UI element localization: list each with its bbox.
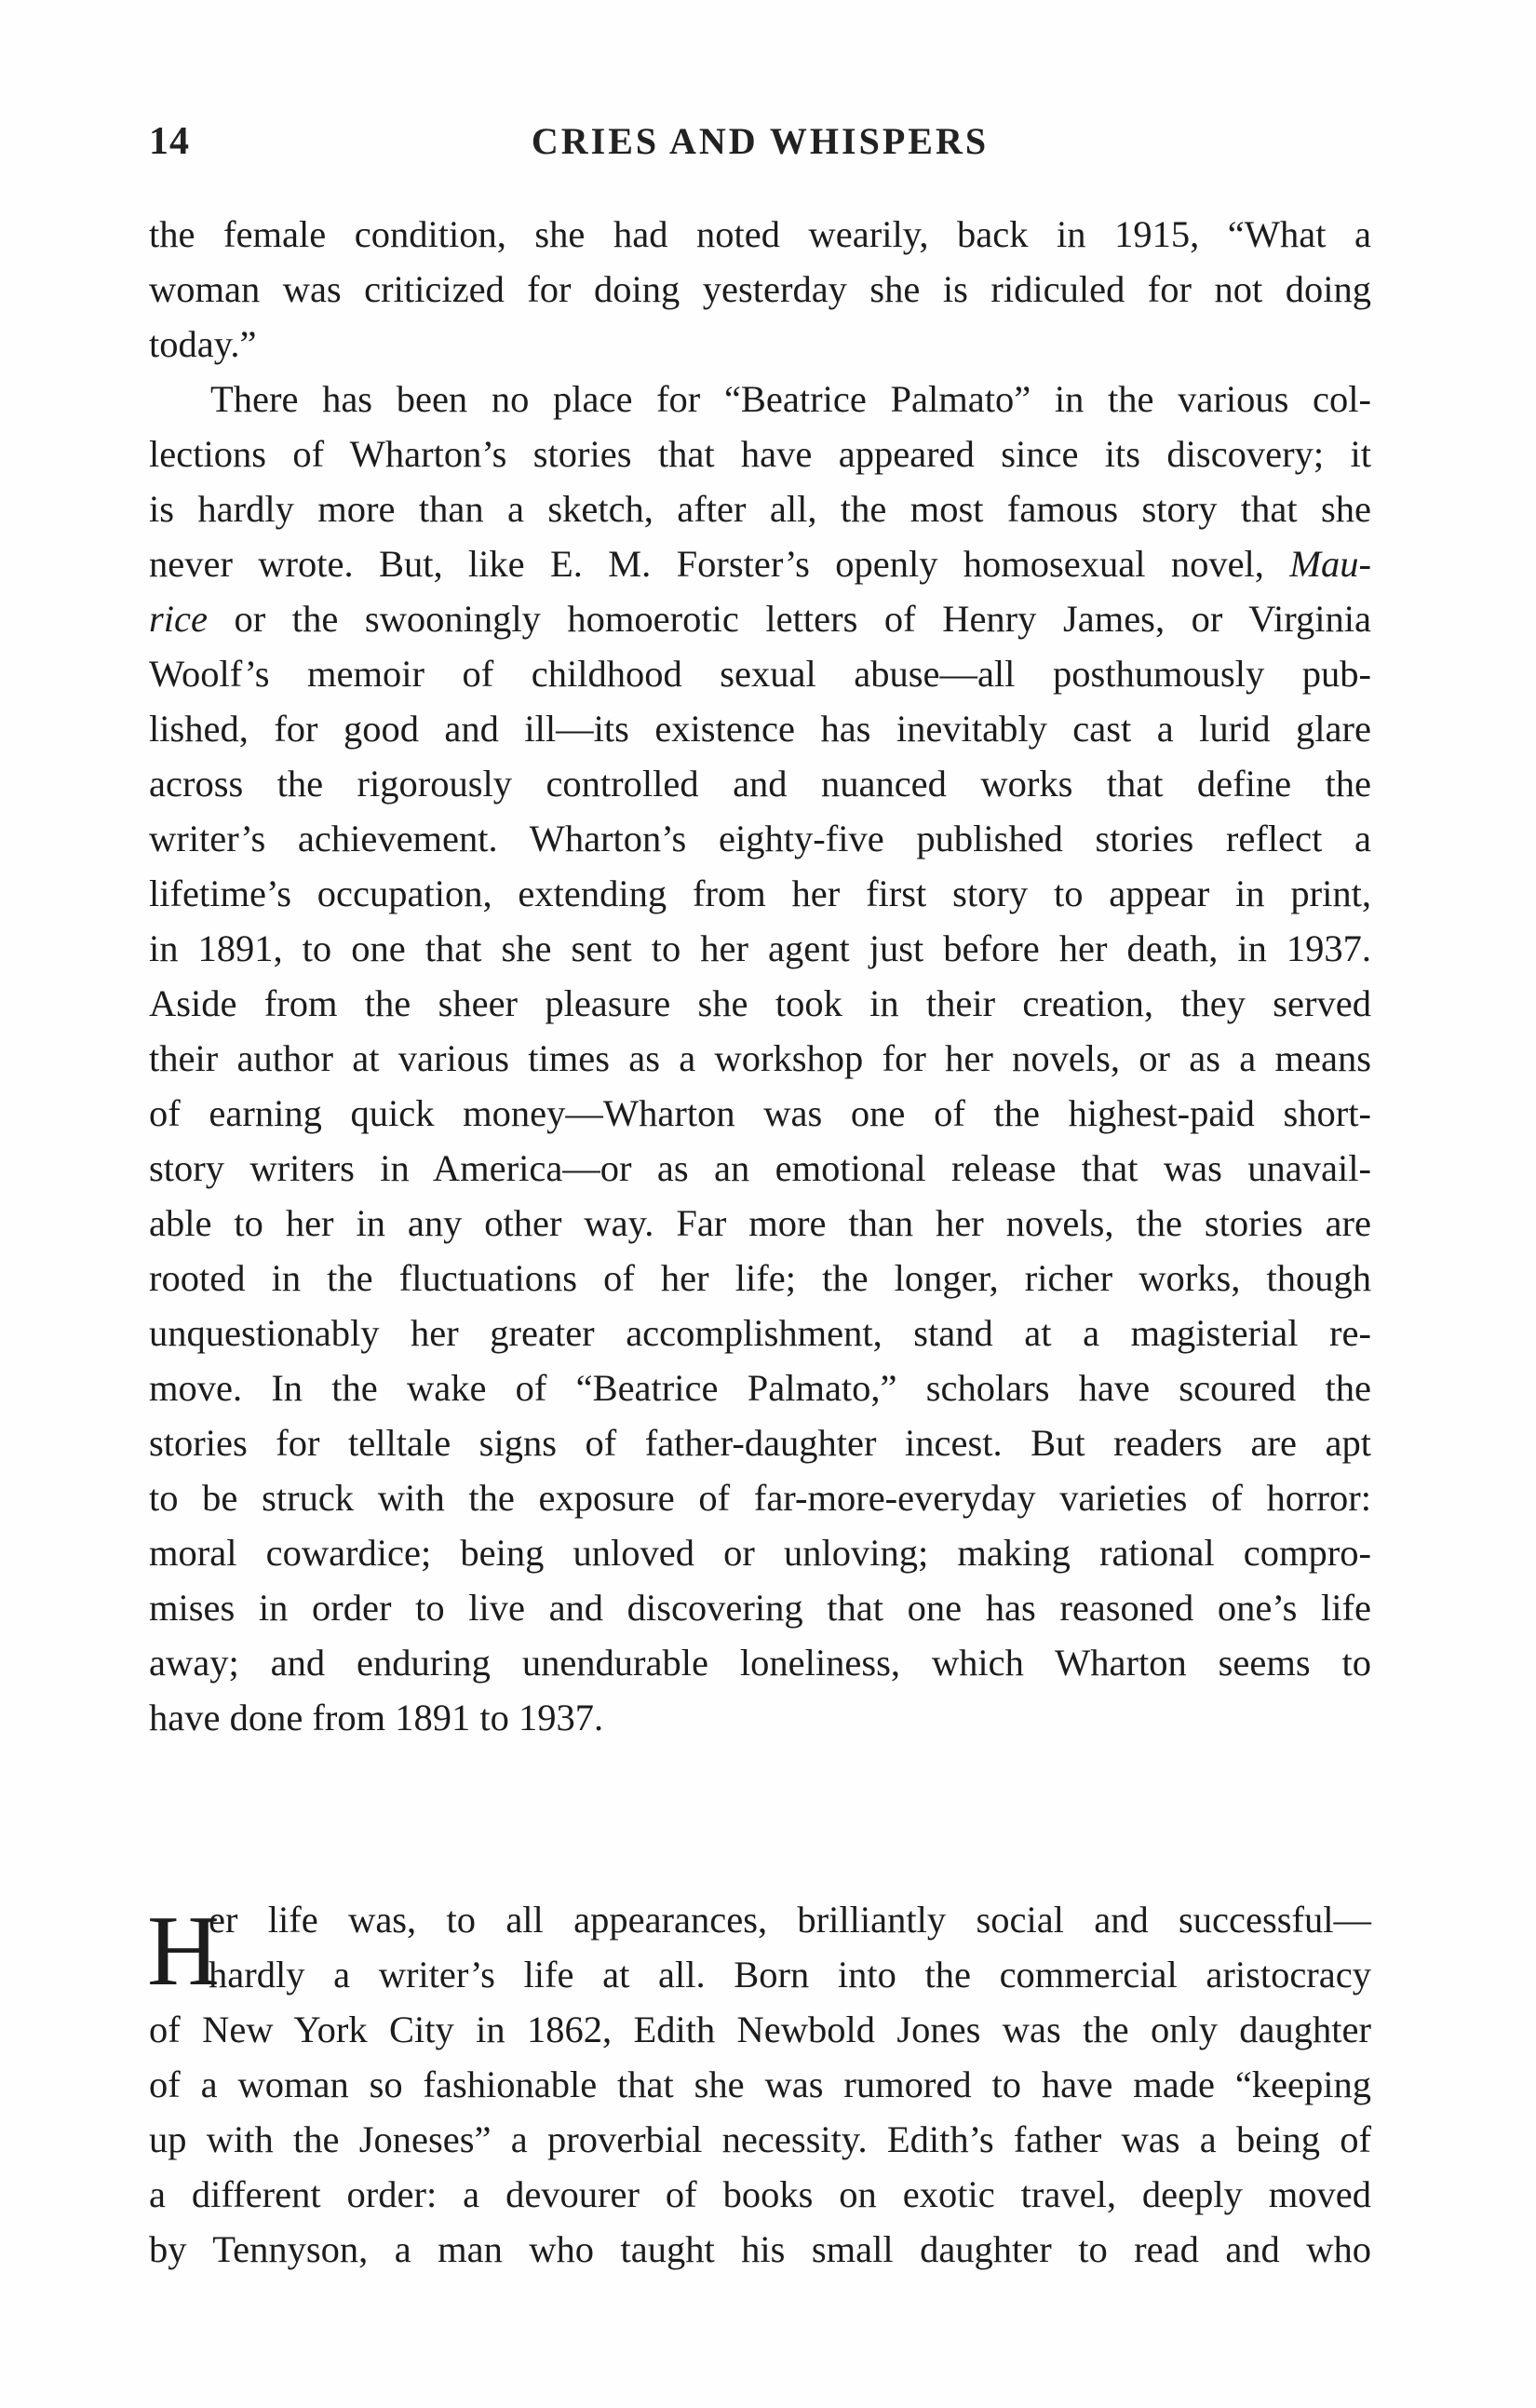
text-line: There has been no place for “Beatrice Palmato” in the various col- — [210, 378, 1371, 420]
text-line: story writers in America—or as an emotional release that was unavail- — [149, 1147, 1371, 1189]
text-line — [149, 1947, 1371, 2002]
text-line: in 1891, to one that she sent to her agent just before her death, in 1937. — [149, 927, 1371, 969]
text-line: is hardly more than a sketch, after all, the most famous story that she — [149, 488, 1371, 530]
text-line: stories for telltale signs of father-daughter incest. But readers are apt — [149, 1422, 1371, 1464]
text-line: of New York City in 1862, Edith Newbold Jones was the only daughter — [149, 2009, 1371, 2050]
text-line: to be struck with the exposure of far-more-everyday varieties of horror: — [149, 1477, 1371, 1519]
text-line: today.” — [149, 323, 257, 365]
italic-title: Mau- — [1289, 543, 1371, 585]
text-line: across the rigorously controlled and nuanced works that define the — [149, 763, 1371, 805]
text-line: a different order: a devourer of books on exotic travel, deeply moved — [149, 2173, 1371, 2215]
running-head — [149, 119, 1371, 171]
body-text — [149, 207, 1371, 2277]
text-line: Aside from the sheer pleasure she took in their creation, they served — [149, 982, 1371, 1024]
text-line: lections of Wharton’s stories that have appeared since its discovery; it — [149, 433, 1371, 475]
text-line: the female condition, she had noted wearily, back in 1915, “What a — [149, 213, 1371, 255]
text-line: move. In the wake of “Beatrice Palmato,” scholars have scoured the — [149, 1367, 1371, 1409]
text-line: rooted in the fluctuations of her life; the longer, richer works, though — [149, 1257, 1371, 1299]
text-segment: never wrote. But, like E. M. Forster’s openly homosexual novel, — [149, 543, 1290, 585]
text-line: able to her in any other way. Far more than her novels, the stories are — [149, 1202, 1371, 1244]
text-segment: er life was, to all appearances, brilliantly social and successful— — [209, 1899, 1371, 1941]
text-line: by Tennyson, a man who taught his small daughter to read and who — [149, 2228, 1371, 2270]
text-line: lished, for good and ill—its existence has inevitably cast a lurid glare — [149, 708, 1371, 750]
text-line: unquestionably her greater accomplishment, stand at a magisterial re- — [149, 1312, 1371, 1354]
text-line: their author at various times as a workshop for her novels, or as a means — [149, 1037, 1371, 1079]
text-line: Woolf’s memoir of childhood sexual abuse—all posthumously pub- — [149, 653, 1371, 695]
text-line-rice — [149, 591, 1371, 646]
text-line: of a woman so fashionable that she was rumored to have made “keeping — [149, 2063, 1371, 2105]
text-line: up with the Joneses” a proverbial necessity. Edith’s father was a being of — [149, 2118, 1371, 2160]
page-number: 14 — [149, 120, 190, 163]
running-title: CRIES AND WHISPERS — [531, 120, 990, 162]
section-break — [149, 1745, 1371, 1892]
text-line: moral cowardice; being unloved or unloving; making rational compro- — [149, 1532, 1371, 1574]
text-line: writer’s achievement. Wharton’s eighty-five published stories reflect a — [149, 818, 1371, 859]
text-segment: hardly a writer’s life at all. Born into the commercial aristocracy — [209, 1954, 1371, 1995]
text-segment: or the swooningly homoerotic letters of Henry James, or Virginia — [207, 598, 1371, 640]
text-line: away; and enduring unendurable loneliness, which Wharton seems to — [149, 1642, 1371, 1684]
text-line-maurice — [149, 536, 1371, 591]
text-line: lifetime’s occupation, extending from her first story to appear in print, — [149, 873, 1371, 914]
italic-title: rice — [149, 598, 208, 640]
text-line: woman was criticized for doing yesterday she is ridiculed for not doing — [149, 268, 1371, 310]
drop-cap: H — [147, 1896, 220, 2007]
text-line: mises in order to live and discovering that one has reasoned one’s life — [149, 1587, 1371, 1629]
text-line: have done from 1891 to 1937. — [149, 1697, 604, 1738]
text-line: of earning quick money—Wharton was one of the highest-paid short- — [149, 1092, 1371, 1134]
